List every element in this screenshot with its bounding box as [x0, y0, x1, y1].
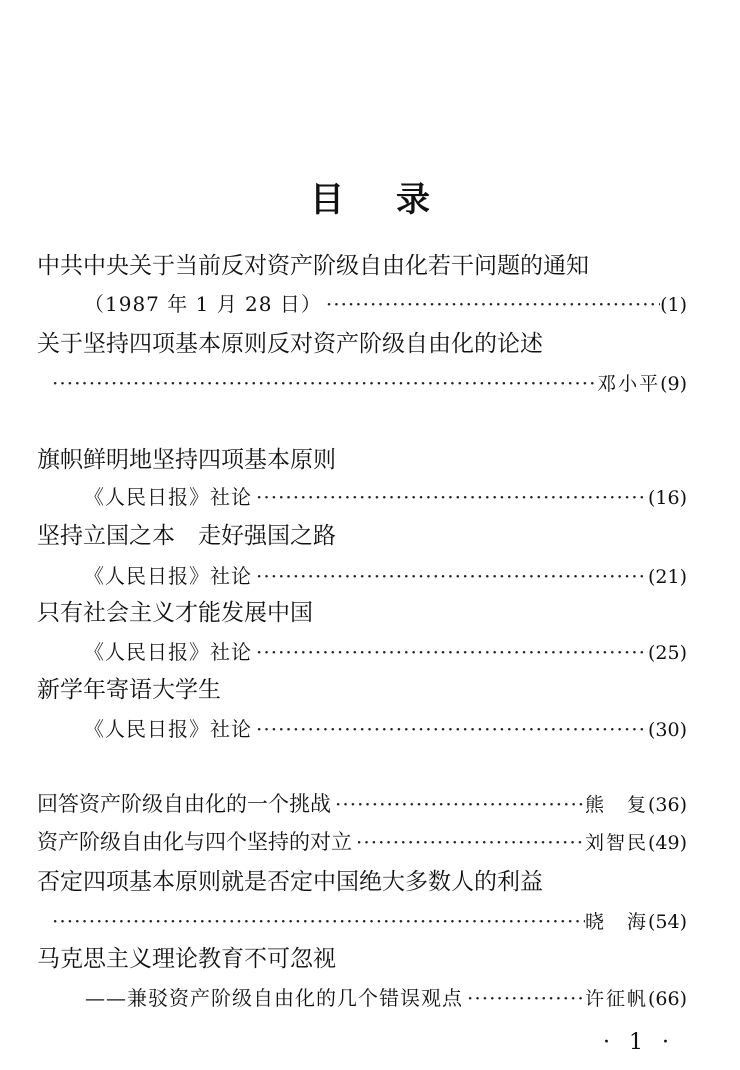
toc-entry-source: 《人民日报》社论	[84, 640, 252, 664]
toc-entry-page: (1)	[660, 294, 687, 316]
toc-entry-author: 刘智民	[584, 832, 648, 854]
toc-entry-page: (36)	[647, 794, 687, 816]
dot-leader	[352, 827, 585, 857]
toc-entry-row	[48, 368, 687, 398]
toc-entry-row	[84, 637, 687, 667]
toc-entry-source: 《人民日报》社论	[84, 564, 252, 588]
toc-entry-title: 马克思主义理论教育不可忽视	[37, 946, 336, 972]
dot-leader	[252, 714, 648, 744]
dot-leader	[252, 561, 648, 591]
dot-leader	[322, 289, 660, 319]
dot-leader	[48, 906, 585, 936]
toc-entry-source: 《人民日报》社论	[84, 485, 252, 509]
dot-leader	[252, 637, 648, 667]
toc-entry-title: 旗帜鲜明地坚持四项基本原则	[37, 447, 336, 473]
toc-entry-title: 新学年寄语大学生	[37, 677, 221, 703]
toc-entry-author: 晓 海	[584, 911, 648, 933]
dot-leader	[463, 983, 585, 1013]
toc-entry-row	[48, 906, 687, 936]
page-title: 目录	[310, 180, 482, 220]
toc-entry-title: 中共中央关于当前反对资产阶级自由化若干问题的通知	[37, 253, 589, 279]
toc-entry-title: 资产阶级自由化与四个坚持的对立	[37, 830, 352, 854]
toc-entry-row	[84, 482, 687, 512]
toc-entry-row	[84, 561, 687, 591]
toc-entry-row	[37, 789, 687, 819]
toc-entry-page: (30)	[647, 719, 687, 741]
toc-entry-row	[85, 983, 687, 1013]
toc-entry-page: (25)	[647, 642, 687, 664]
toc-entry-row	[37, 827, 687, 857]
toc-entry-subtitle: ——兼驳资产阶级自由化的几个错误观点	[85, 986, 463, 1010]
dot-leader	[48, 368, 597, 398]
toc-entry-page: (54)	[647, 911, 687, 933]
toc-entry-author: 邓小平	[597, 373, 661, 395]
toc-entry-page: (9)	[660, 373, 687, 395]
toc-entry-page: (49)	[647, 832, 687, 854]
page-number: · 1 ·	[603, 1030, 675, 1055]
toc-entry-author: 熊 复	[584, 794, 648, 816]
toc-entry-row	[84, 714, 687, 744]
toc-entry-title: 只有社会主义才能发展中国	[37, 600, 313, 626]
toc-entry-title: 关于坚持四项基本原则反对资产阶级自由化的论述	[37, 331, 543, 357]
toc-entry-title: 坚持立国之本 走好强国之路	[37, 523, 336, 549]
dot-leader	[331, 789, 585, 819]
toc-entry-source: 《人民日报》社论	[84, 717, 252, 741]
toc-entry-author: 许征帆	[584, 988, 648, 1010]
dot-leader	[252, 482, 648, 512]
toc-entry-page: (21)	[647, 566, 687, 588]
toc-entry-row	[84, 289, 687, 319]
toc-entry-title: 回答资产阶级自由化的一个挑战	[37, 792, 331, 816]
toc-entry-date: （1987 年 1 月 28 日）	[84, 292, 322, 316]
toc-entry-page: (66)	[647, 988, 687, 1010]
toc-entry-page: (16)	[647, 487, 687, 509]
toc-entry-title: 否定四项基本原则就是否定中国绝大多数人的利益	[37, 869, 543, 895]
